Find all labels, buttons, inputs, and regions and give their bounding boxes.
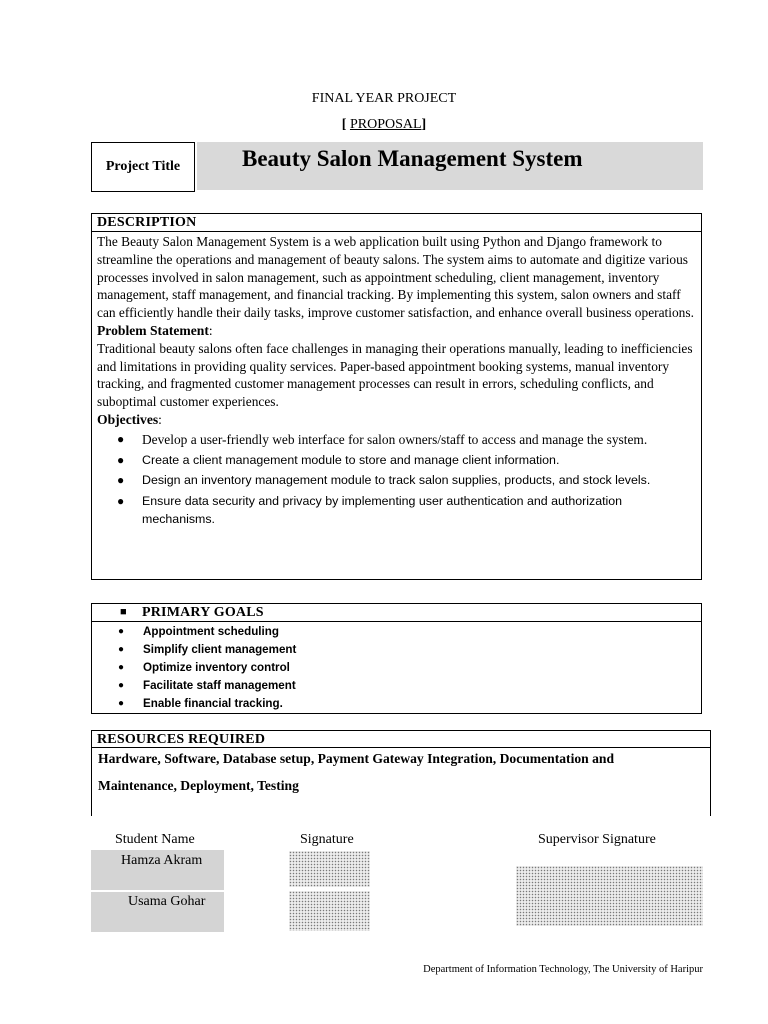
bracket-open: [: [341, 117, 350, 132]
resources-heading: RESOURCES REQUIRED: [92, 731, 710, 748]
objectives-colon: :: [158, 411, 162, 427]
objectives-heading-line: [97, 411, 696, 429]
resources-section: [91, 730, 711, 816]
goal-text: Optimize inventory control: [143, 660, 290, 674]
objectives-heading: Objectives: [97, 411, 159, 427]
list-item: [92, 641, 701, 659]
list-item: [92, 677, 701, 695]
bullet-icon: ●: [117, 452, 125, 467]
goal-text: Facilitate staff management: [143, 678, 296, 692]
list-item: [97, 492, 696, 529]
problem-colon: :: [208, 322, 213, 338]
objective-text: Design an inventory management module to track salon supplies, products, and stock levels.: [142, 473, 651, 488]
student-name: Hamza Akram: [121, 853, 203, 868]
list-item: [92, 623, 701, 641]
objective-text: Ensure data security and privacy by implementing user authentication and authorization mechanisms.: [142, 493, 623, 527]
proposal-label: [0, 117, 768, 133]
bullet-icon: ●: [118, 697, 125, 709]
resources-line-2: Maintenance, Deployment, Testing: [98, 778, 299, 793]
primary-goals-section: [91, 603, 702, 714]
description-heading: DESCRIPTION: [92, 214, 701, 232]
student-name: Usama Gohar: [128, 894, 206, 909]
bracket-close: ]: [421, 117, 427, 132]
bullet-icon: ●: [117, 473, 125, 488]
supervisor-signature-label: Supervisor Signature: [538, 832, 656, 847]
goal-text: Enable financial tracking.: [143, 696, 283, 710]
list-item: [97, 451, 696, 470]
objective-text: Create a client management module to store and manage client information.: [142, 452, 560, 467]
proposal-word: PROPOSAL: [349, 117, 422, 132]
project-title-label: Project Title: [91, 142, 195, 192]
footer-text: Department of Information Technology, The University of Haripur: [423, 964, 703, 975]
goal-text: Simplify client management: [143, 642, 297, 656]
list-item: [92, 695, 701, 713]
student-name-label: Student Name: [115, 832, 195, 847]
description-section: [91, 213, 702, 580]
bullet-icon: ●: [117, 431, 125, 446]
signature-label: Signature: [300, 832, 354, 847]
problem-statement-text: Traditional beauty salons often face challenges in managing their operations manually, leading to inefficiencies and limitations in providing quality services. Paper-based appointment booking systems, manual inventory tracking, and fragmented customer management processes can result in errors, scheduling conflicts, and suboptimal customer experiences.: [97, 340, 693, 410]
objectives-list: [97, 431, 696, 529]
document-heading: FINAL YEAR PROJECT: [311, 91, 457, 106]
supervisor-signature-box: [516, 866, 703, 926]
goal-text: Appointment scheduling: [143, 625, 279, 638]
primary-goals-list: [92, 623, 701, 713]
bullet-icon: ●: [118, 626, 125, 637]
list-item: [97, 431, 696, 449]
description-intro: The Beauty Salon Management System is a web application built using Python and Django framework to streamline the operations and management of beauty salons. The system aims to automate and digitize various processes involved in salon management, such as appointment scheduling, client management, inventory management, staff management, and financial tracking. By implementing this system, salon owners and staff can efficiently handle their daily tasks, improve customer satisfaction, and enhance overall business operations.: [97, 234, 694, 321]
list-item: [92, 659, 701, 677]
bullet-icon: ●: [118, 679, 125, 691]
project-title: Beauty Salon Management System: [242, 146, 583, 171]
bullet-icon: ●: [118, 643, 125, 655]
signature-box: [289, 891, 370, 931]
primary-goals-header: [92, 604, 701, 622]
objective-text: Develop a user-friendly web interface for salon owners/staff to access and manage the system.: [142, 431, 648, 447]
problem-statement-heading-line: [97, 322, 696, 340]
bullet-icon: ■: [120, 606, 127, 618]
project-title-row: [91, 142, 703, 192]
primary-goals-heading: PRIMARY GOALS: [142, 605, 264, 620]
project-title-box: [197, 142, 703, 190]
bullet-icon: ●: [117, 493, 125, 508]
problem-statement-heading: Problem Statement: [97, 322, 209, 338]
signature-box: [289, 851, 370, 887]
resources-line-1: Hardware, Software, Database setup, Payment Gateway Integration, Documentation and: [98, 751, 615, 766]
list-item: [97, 471, 696, 490]
bullet-icon: ●: [118, 661, 125, 673]
